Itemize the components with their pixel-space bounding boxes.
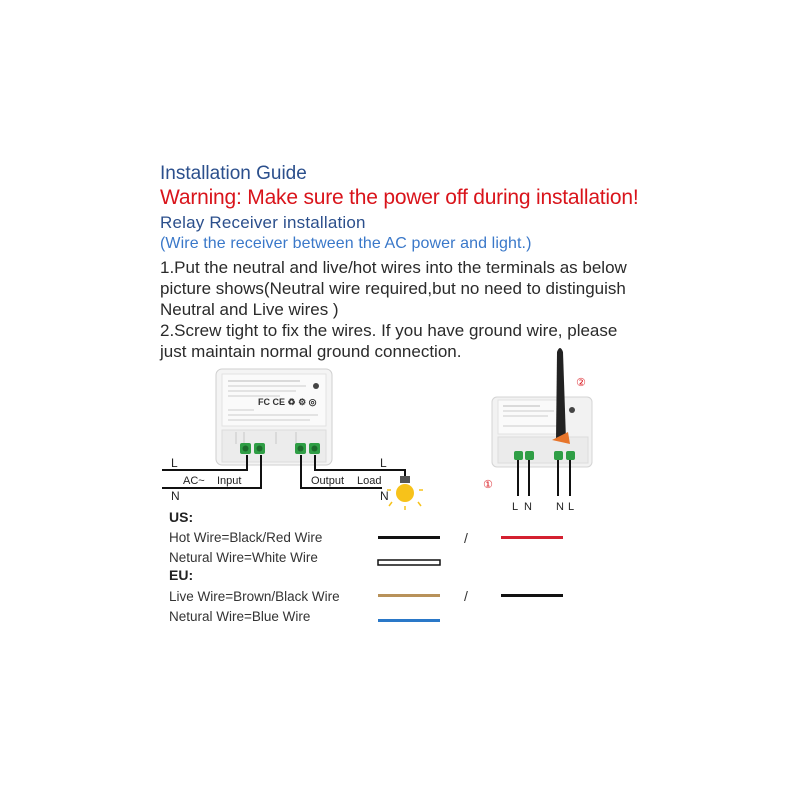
us-hot-wire-label: Hot Wire=Black/Red Wire [169, 530, 323, 545]
label-right-N: N [380, 489, 389, 503]
slash-us: / [464, 530, 468, 546]
swatch-eu-brown [378, 594, 440, 597]
terminal-output-1 [295, 443, 306, 454]
swatch-eu-blue [378, 619, 440, 622]
status-led [313, 383, 319, 389]
relay-module-right [492, 348, 592, 496]
step-2-text: 2.Screw tight to fix the wires. If you have ground wire, please just maintain normal ground connection. [160, 321, 618, 361]
certification-marks: FC CE ♻ ⚙ ◎ [258, 397, 317, 407]
warning-text: Warning: Make sure the power off during installation! [160, 186, 639, 209]
terminal-right-4 [566, 451, 575, 460]
term-label-L2: L [568, 501, 575, 513]
us-heading: US: [169, 509, 194, 525]
term-label-L1: L [512, 501, 519, 513]
swatch-us-red [501, 536, 563, 539]
callout-1: ① [483, 478, 493, 491]
label-load: Load [357, 475, 382, 487]
eu-heading: EU: [169, 567, 194, 583]
label-output: Output [311, 475, 345, 487]
terminal-input-2 [254, 443, 265, 454]
step-1-text: 1.Put the neutral and live/hot wires into the terminals as below picture shows(Neutral wire required,but no need to distinguish Neutral and Live wires ) [160, 258, 627, 319]
terminal-right-3 [554, 451, 563, 460]
us-neutral-wire-label: Netural Wire=White Wire [169, 550, 318, 565]
label-left-N: N [171, 489, 180, 503]
light-bulb-icon [387, 476, 423, 510]
eu-live-wire-label: Live Wire=Brown/Black Wire [169, 589, 340, 604]
term-label-N2: N [556, 501, 564, 513]
guide-title: Installation Guide [160, 163, 307, 184]
wiring-note: (Wire the receiver between the AC power and light.) [160, 235, 532, 252]
label-input: Input [217, 475, 242, 487]
label-left-L: L [171, 456, 178, 470]
label-right-L: L [380, 456, 387, 470]
term-label-N1: N [524, 501, 532, 513]
swatch-us-white [378, 560, 440, 565]
relay-module-left [216, 369, 332, 465]
terminal-right-1 [514, 451, 523, 460]
slash-eu: / [464, 588, 468, 604]
terminal-input-1 [240, 443, 251, 454]
terminal-output-2 [309, 443, 320, 454]
eu-neutral-wire-label: Netural Wire=Blue Wire [169, 609, 311, 624]
swatch-us-black [378, 536, 440, 539]
label-ac: AC~ [183, 475, 205, 487]
callout-2: ② [576, 376, 586, 389]
section-subtitle: Relay Receiver installation [160, 213, 366, 232]
antenna [556, 348, 566, 440]
swatch-eu-black [501, 594, 563, 597]
terminal-right-2 [525, 451, 534, 460]
